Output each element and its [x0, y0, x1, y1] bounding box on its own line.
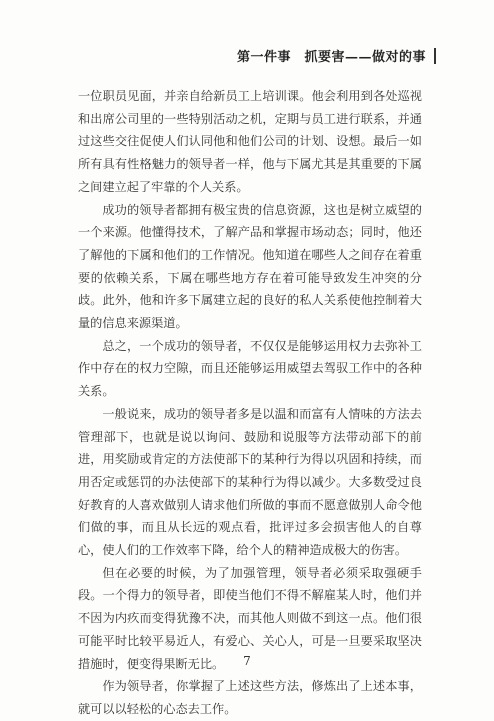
- paragraph: 一位职员见面，并亲自给新员工上培训课。他会利用到各处巡视和出席公司里的一些特别活动之机，定期与员工进行联系，并通过这些交往促使人们认同他和他们公司的计划、设想。最后一如所有具有性格魅力的领导者一样，他与下属尤其是其重要的下属之间建立起了牢靠的个人关系。: [78, 89, 422, 194]
- chapter-title: 第一件事 抓要害——做对的事: [236, 50, 426, 65]
- paragraph: 总之，一个成功的领导者，不仅仅是能够运用权力去弥补工作中存在的权力空隙，而且还能够运用威望去驾驭工作中的各种关系。: [78, 338, 422, 399]
- page-number: 7: [243, 654, 251, 668]
- paragraph: 作为领导者，你掌握了上述这些方法，修炼出了上述本事，就可以以轻松的心态去工作。: [78, 679, 422, 716]
- paragraph: 但在必要的时候，为了加强管理，领导者必须采取强硬手段。一个得力的领导者，即使当他们不得不解雇某人时，他们并不因为内疚而变得犹豫不决，而其他人则做不到这一点。他们很可能平时比较平易近人，有爱心、关心人，可是一旦要采取坚决措施时，便变得果断无比。: [78, 565, 422, 671]
- paragraph: 一般说来，成功的领导者多是以温和而富有人情味的方法去管理部下，也就是说以询问、鼓励和说服等方法带动部下的前进，用奖励或肯定的方法使部下的某种行为得以巩固和持续，而用否定或惩罚的办法使部下的某种行为得以减少。大多数受过良好教育的人喜欢做别人请求他们所做的事而不愿意做别人命令他们做的事，而且从长远的观点看，批评过多会损害他人的自尊心，使人们的工作效率下降，给个人的精神造成极大的伤害。: [78, 406, 422, 558]
- paragraph: 成功的领导者都拥有极宝贵的信息资源，这也是树立威望的一个来源。他懂得技术，了解产品和掌握市场动态；同时，他还了解他的下属和他们的工作情况。他知道在哪些人之间存在着重要的依赖关系，下属在哪些地方存在着可能导致发生冲突的分歧。此外，他和许多下属建立起的良好的私人关系使他控制着大量的信息来源渠道。: [78, 202, 422, 331]
- header-divider: [434, 48, 436, 64]
- running-header: [237, 46, 436, 65]
- body-text: [78, 85, 422, 721]
